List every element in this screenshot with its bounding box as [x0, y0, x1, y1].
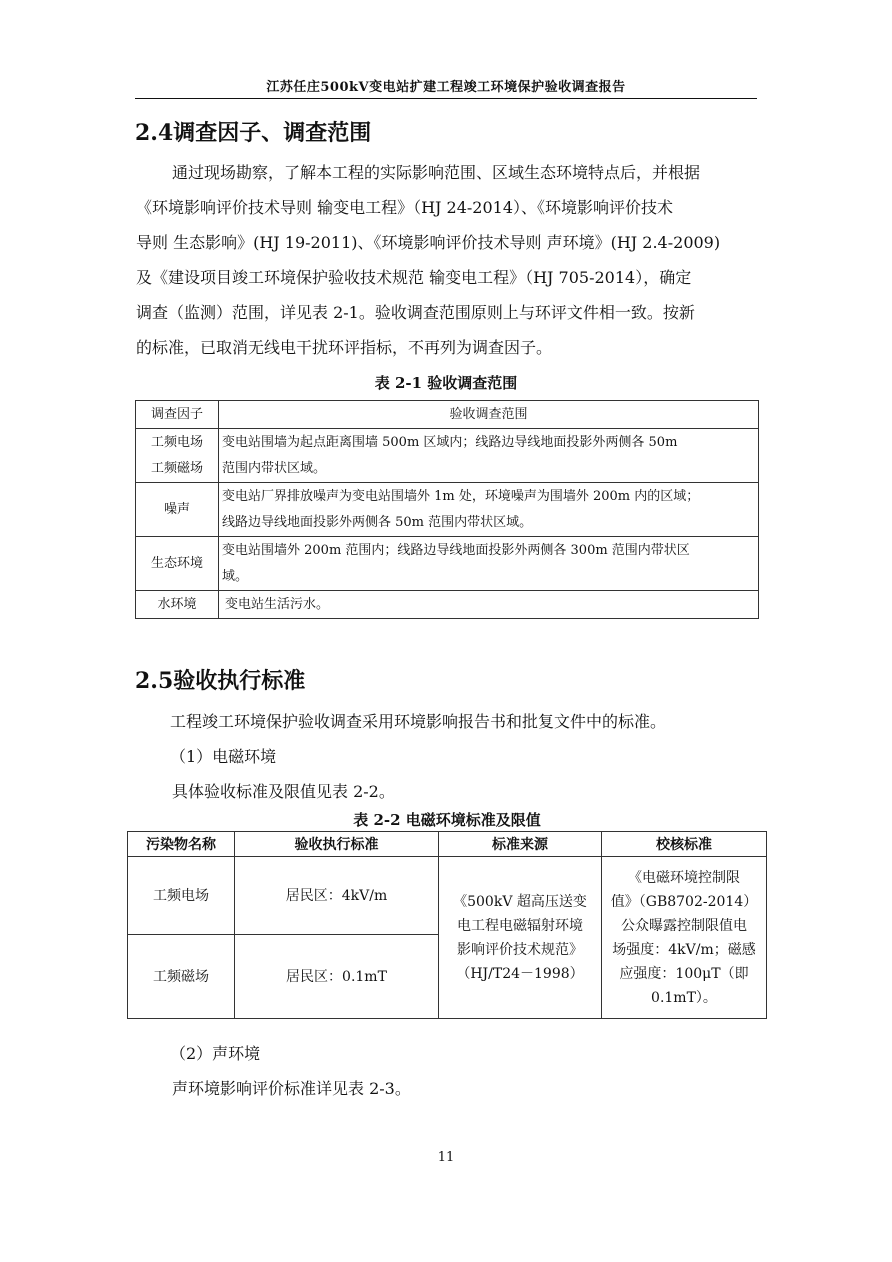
check-standard-cell	[602, 857, 767, 1019]
table-row	[136, 591, 759, 619]
cell-line: 范围内带状区域。	[222, 460, 327, 476]
cell-line: 公众曝露控制限值电	[621, 917, 747, 934]
standard-cell: 居民区：0.1mT	[235, 935, 439, 1019]
cell-line: 工频磁场	[150, 460, 203, 476]
cell-line: 《500kV 超高压送变	[453, 893, 587, 910]
table-header-row	[128, 832, 767, 857]
table-row	[128, 857, 767, 935]
header-divider	[135, 98, 757, 99]
cell-line: 《电磁环境控制限	[628, 869, 740, 886]
table-header-cell: 校核标准	[602, 832, 767, 857]
factor-cell: 水环境	[136, 591, 219, 619]
source-cell	[439, 857, 602, 1019]
pollutant-cell: 工频磁场	[128, 935, 235, 1019]
section-2-4-paragraph	[136, 155, 758, 365]
cell-line: 变电站厂界排放噪声为变电站围墙外 1m 处，环境噪声为围墙外 200m 内的区域；	[222, 488, 700, 504]
range-cell	[219, 429, 759, 483]
section-2-4-heading: 2.4调查因子、调查范围	[135, 120, 372, 146]
paragraph-line: 调查（监测）范围，详见表 2-1。验收调查范围原则上与环评文件相一致。按新	[136, 303, 695, 322]
table-row	[136, 483, 759, 537]
factor-cell	[136, 429, 219, 483]
cell-line: 应强度：100μT（即	[619, 965, 749, 982]
cell-line: 线路边导线地面投影外两侧各 50m 范围内带状区域。	[222, 514, 533, 530]
cell-line: 影响评价技术规范》	[457, 941, 583, 958]
table-header-cell: 污染物名称	[128, 832, 235, 857]
table-row	[136, 537, 759, 591]
subsection-2-title: （2）声环境	[170, 1044, 261, 1063]
table-2-2	[127, 831, 767, 1019]
factor-cell: 噪声	[136, 483, 219, 537]
subsection-1-text: 具体验收标准及限值见表 2-2。	[172, 782, 395, 801]
paragraph-line: 导则 生态影响》(HJ 19-2011)、《环境影响评价技术导则 声环境》(HJ 2.4-2009)	[136, 233, 721, 252]
table-header-cell: 验收调查范围	[219, 401, 759, 429]
table-header-cell: 调查因子	[136, 401, 219, 429]
cell-line: 电工程电磁辐射环境	[457, 917, 583, 934]
table-2-2-caption: 表 2-2 电磁环境标准及限值	[353, 811, 541, 829]
table-header-cell: 标准来源	[439, 832, 602, 857]
cell-line: 变电站围墙为起点距离围墙 500m 区域内；线路边导线地面投影外两侧各 50m	[222, 434, 678, 450]
range-cell	[219, 483, 759, 537]
table-row	[136, 429, 759, 483]
cell-line: （HJ/T24－1998）	[456, 965, 584, 982]
standard-cell: 居民区：4kV/m	[235, 857, 439, 935]
cell-line: 变电站围墙外 200m 范围内；线路边导线地面投影外两侧各 300m 范围内带状区	[222, 542, 690, 558]
paragraph-line: 通过现场勘察，了解本工程的实际影响范围、区域生态环境特点后，并根据	[172, 163, 701, 182]
factor-cell: 生态环境	[136, 537, 219, 591]
paragraph-line: 的标准，已取消无线电干扰环评指标，不再列为调查因子。	[136, 338, 553, 357]
pollutant-cell: 工频电场	[128, 857, 235, 935]
paragraph-line: 《环境影响评价技术导则 输变电工程》（HJ 24-2014）、《环境影响评价技术	[136, 198, 674, 217]
section-2-5-heading: 2.5验收执行标准	[135, 668, 306, 694]
subsection-1-title: （1）电磁环境	[170, 747, 277, 766]
range-cell: 变电站生活污水。	[219, 591, 759, 619]
table-2-1-caption: 表 2-1 验收调查范围	[374, 374, 518, 392]
paragraph-line: 及《建设项目竣工环境保护验收技术规范 输变电工程》（HJ 705-2014），确定	[136, 268, 692, 287]
subsection-2-text: 声环境影响评价标准详见表 2-3。	[172, 1079, 411, 1098]
table-header-row	[136, 401, 759, 429]
page-number: 11	[437, 1150, 455, 1165]
cell-line: 值》（GB8702-2014）	[610, 893, 758, 910]
section-2-5-intro: 工程竣工环境保护验收调查采用环境影响报告书和批复文件中的标准。	[170, 712, 667, 731]
cell-line: 域。	[222, 568, 249, 584]
table-2-1	[135, 400, 759, 619]
document-header: 江苏任庄500kV变电站扩建工程竣工环境保护验收调查报告	[266, 80, 626, 95]
cell-line: 场强度：4kV/m；磁感	[612, 941, 756, 958]
cell-line: 0.1mT）。	[651, 989, 717, 1006]
cell-line: 工频电场	[150, 434, 203, 450]
range-cell	[219, 537, 759, 591]
table-header-cell: 验收执行标准	[235, 832, 439, 857]
